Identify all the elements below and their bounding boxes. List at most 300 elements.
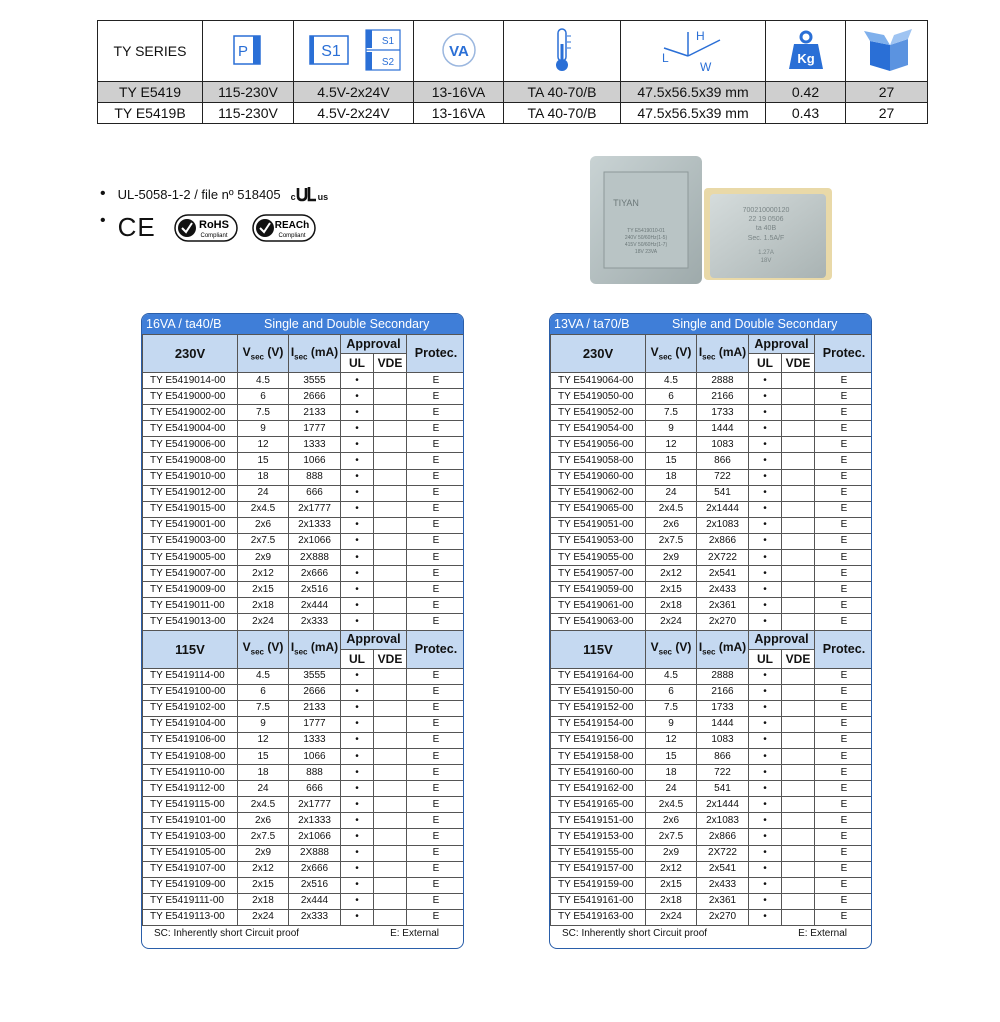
protection: E [407, 501, 465, 517]
isec-value: 2x1066 [289, 829, 341, 845]
vde-approval [782, 614, 815, 630]
vsec-value: 18 [238, 765, 289, 781]
protection: E [815, 668, 873, 684]
vsec-value: 12 [646, 732, 697, 748]
vde-approval [782, 716, 815, 732]
ul-approval: • [341, 566, 374, 582]
part-number: TY E5419160-00 [551, 765, 646, 781]
table-row [551, 700, 873, 716]
protection: E [407, 861, 465, 877]
protection: E [815, 861, 873, 877]
isec-value: 2x270 [697, 909, 749, 925]
ul-approval: • [341, 421, 374, 437]
table-row [143, 700, 465, 716]
part-number: TY E5419003-00 [143, 533, 238, 549]
table-row [143, 716, 465, 732]
protection: E [815, 684, 873, 700]
protection: E [407, 781, 465, 797]
vsec-value: 12 [238, 437, 289, 453]
svg-text:L: L [662, 50, 669, 65]
part-number: TY E5419113-00 [143, 909, 238, 925]
isec-value: 2x666 [289, 566, 341, 582]
table-row [143, 389, 465, 405]
svg-text:TIYAN: TIYAN [613, 198, 639, 208]
vde-approval [374, 748, 407, 764]
isec-value: 2X722 [697, 845, 749, 861]
protection: E [815, 582, 873, 598]
protection: E [407, 813, 465, 829]
table-row [143, 732, 465, 748]
vde-approval [782, 781, 815, 797]
table-row [143, 501, 465, 517]
group-header-row [143, 335, 465, 354]
protection: E [815, 829, 873, 845]
part-number: TY E5419056-00 [551, 437, 646, 453]
ul-approval: • [341, 485, 374, 501]
vde-approval [782, 813, 815, 829]
approval-header: Approval [749, 630, 815, 649]
vsec-value: 6 [646, 389, 697, 405]
part-number: TY E5419106-00 [143, 732, 238, 748]
isec-value: 1066 [289, 748, 341, 764]
isec-value: 2x866 [697, 829, 749, 845]
ul-approval: • [749, 732, 782, 748]
summary-cell: 47.5x56.5x39 mm [621, 82, 766, 103]
vde-approval [374, 893, 407, 909]
protection: E [815, 700, 873, 716]
isec-value: 2x333 [289, 614, 341, 630]
vsec-value: 2x4.5 [238, 501, 289, 517]
isec-value: 2x541 [697, 861, 749, 877]
approval-header: Approval [749, 335, 815, 354]
part-number: TY E5419103-00 [143, 829, 238, 845]
ul-approval: • [341, 684, 374, 700]
vde-approval [374, 485, 407, 501]
vsec-header: $V_{sec}$ (V) [238, 335, 289, 373]
part-number: TY E5419008-00 [143, 453, 238, 469]
table-row [551, 566, 873, 582]
isec-value: 2x1444 [697, 501, 749, 517]
protec-header: Protec. [407, 335, 465, 373]
svg-text:W: W [700, 59, 712, 74]
isec-value: 2888 [697, 373, 749, 389]
vsec-value: 2x18 [646, 598, 697, 614]
isec-value: 2666 [289, 684, 341, 700]
panel-title-rating: 16VA / ta40/B [146, 317, 222, 331]
isec-value: 2x516 [289, 582, 341, 598]
svg-text:18V 23VA: 18V 23VA [634, 249, 658, 255]
table-row [551, 813, 873, 829]
table-row [143, 877, 465, 893]
protection: E [815, 469, 873, 485]
protection: E [407, 877, 465, 893]
svg-text:700210000120: 700210000120 [742, 207, 790, 214]
isec-value: 722 [697, 469, 749, 485]
spec-table [142, 334, 464, 926]
ul-approval: • [341, 533, 374, 549]
protection: E [407, 700, 465, 716]
isec-header: $I_{sec}$ (mA) [289, 630, 341, 668]
vde-approval [782, 405, 815, 421]
protection: E [407, 421, 465, 437]
svg-text:P: P [237, 42, 249, 60]
svg-text:VA: VA [448, 42, 469, 60]
svg-text:ta 40B: ta 40B [755, 225, 777, 232]
isec-header: $I_{sec}$ (mA) [697, 335, 749, 373]
vsec-value: 2x4.5 [238, 797, 289, 813]
ul-header: UL [341, 354, 374, 373]
panel-footer [550, 926, 871, 939]
protection: E [815, 421, 873, 437]
summary-cell: TY E5419 [98, 82, 203, 103]
ul-approval: • [341, 781, 374, 797]
protection: E [407, 845, 465, 861]
isec-value: 2x361 [697, 598, 749, 614]
vsec-value: 15 [646, 748, 697, 764]
vsec-value: 6 [646, 684, 697, 700]
power-box-icon [203, 21, 294, 82]
part-number: TY E5419150-00 [551, 684, 646, 700]
part-number: TY E5419000-00 [143, 389, 238, 405]
ul-approval: • [749, 533, 782, 549]
isec-value: 2133 [289, 405, 341, 421]
svg-text:S1: S1 [320, 42, 341, 60]
vsec-header: $V_{sec}$ (V) [646, 630, 697, 668]
table-row [551, 550, 873, 566]
isec-value: 2x1777 [289, 501, 341, 517]
protection: E [407, 765, 465, 781]
isec-value: 2x1066 [289, 533, 341, 549]
vde-approval [782, 550, 815, 566]
vde-approval [374, 566, 407, 582]
isec-value: 2x444 [289, 893, 341, 909]
table-row [143, 533, 465, 549]
approval-header: Approval [341, 630, 407, 649]
isec-value: 2166 [697, 389, 749, 405]
svg-text:240V 50/60Hz(1-5): 240V 50/60Hz(1-5) [624, 235, 668, 241]
isec-value: 1083 [697, 732, 749, 748]
protection: E [407, 533, 465, 549]
part-number: TY E5419111-00 [143, 893, 238, 909]
table-row [143, 909, 465, 925]
part-number: TY E5419163-00 [551, 909, 646, 925]
isec-value: 2666 [289, 389, 341, 405]
ce-rohs-reach [100, 212, 316, 243]
vsec-value: 9 [646, 421, 697, 437]
vsec-value: 12 [646, 437, 697, 453]
svg-text:S2: S2 [381, 56, 394, 68]
reach-badge-icon [252, 214, 316, 242]
part-number: TY E5419065-00 [551, 501, 646, 517]
isec-value: 2166 [697, 684, 749, 700]
ul-file-text: UL-5058-1-2 / file nº 518405 [117, 186, 281, 202]
isec-value: 1777 [289, 421, 341, 437]
ul-approval: • [749, 373, 782, 389]
part-number: TY E5419159-00 [551, 877, 646, 893]
protection: E [407, 748, 465, 764]
table-row [143, 582, 465, 598]
vde-approval [374, 550, 407, 566]
part-number: TY E5419005-00 [143, 550, 238, 566]
vsec-value: 2x7.5 [238, 533, 289, 549]
table-row [551, 453, 873, 469]
series-label: TY SERIES [98, 21, 203, 82]
vsec-value: 18 [646, 765, 697, 781]
protection: E [407, 469, 465, 485]
ul-approval: • [749, 598, 782, 614]
table-row [551, 797, 873, 813]
spec-table [550, 334, 872, 926]
vde-approval [782, 437, 815, 453]
summary-cell: 27 [846, 103, 928, 124]
protection: E [407, 716, 465, 732]
vde-approval [782, 732, 815, 748]
ul-approval: • [749, 716, 782, 732]
part-number: TY E5419011-00 [143, 598, 238, 614]
part-number: TY E5419058-00 [551, 453, 646, 469]
panel-footer [142, 926, 463, 939]
vde-approval [782, 421, 815, 437]
protection: E [815, 732, 873, 748]
ul-approval: • [341, 765, 374, 781]
ul-approval: • [749, 453, 782, 469]
vsec-value: 9 [238, 421, 289, 437]
protection: E [815, 765, 873, 781]
vsec-value: 15 [238, 748, 289, 764]
vsec-value: 4.5 [646, 668, 697, 684]
vsec-value: 2x9 [646, 550, 697, 566]
vsec-value: 2x24 [238, 909, 289, 925]
part-number: TY E5419105-00 [143, 845, 238, 861]
vde-approval [782, 453, 815, 469]
isec-value: 3555 [289, 668, 341, 684]
isec-value: 2X888 [289, 845, 341, 861]
table-row [551, 748, 873, 764]
vde-header: VDE [782, 354, 815, 373]
protection: E [407, 732, 465, 748]
summary-cell: 27 [846, 82, 928, 103]
vde-approval [782, 668, 815, 684]
protection: E [815, 598, 873, 614]
ul-approval: • [341, 797, 374, 813]
ul-approval: • [341, 453, 374, 469]
summary-cell: 0.43 [766, 103, 846, 124]
panel-title-bar [550, 314, 871, 334]
vde-approval [374, 813, 407, 829]
part-number: TY E5419050-00 [551, 389, 646, 405]
vsec-value: 15 [646, 453, 697, 469]
ul-approval: • [749, 405, 782, 421]
table-row [143, 845, 465, 861]
protection: E [407, 909, 465, 925]
table-row [143, 861, 465, 877]
summary-cell: 13-16VA [414, 103, 504, 124]
panel-16va [141, 313, 464, 949]
ul-approval: • [341, 813, 374, 829]
vsec-value: 4.5 [646, 373, 697, 389]
table-row [551, 829, 873, 845]
part-number: TY E5419059-00 [551, 582, 646, 598]
isec-value: 666 [289, 485, 341, 501]
table-row [143, 517, 465, 533]
ul-approval: • [749, 797, 782, 813]
ul-approval: • [749, 501, 782, 517]
ul-approval: • [749, 861, 782, 877]
ul-approval: • [341, 829, 374, 845]
part-number: TY E5419053-00 [551, 533, 646, 549]
protection: E [407, 668, 465, 684]
vsec-value: 2x9 [238, 550, 289, 566]
svg-text:18V: 18V [760, 258, 772, 264]
vsec-value: 7.5 [646, 405, 697, 421]
part-number: TY E5419157-00 [551, 861, 646, 877]
table-row [143, 469, 465, 485]
isec-value: 2x1083 [697, 813, 749, 829]
ul-approval: • [341, 700, 374, 716]
isec-value: 541 [697, 485, 749, 501]
part-number: TY E5419158-00 [551, 748, 646, 764]
vsec-value: 2x12 [238, 566, 289, 582]
table-row [143, 566, 465, 582]
box-icon [846, 21, 928, 82]
isec-value: 1733 [697, 405, 749, 421]
vde-approval [374, 469, 407, 485]
part-number: TY E5419052-00 [551, 405, 646, 421]
vde-approval [782, 845, 815, 861]
vsec-value: 12 [238, 732, 289, 748]
panel-title-desc: Single and Double Secondary [264, 317, 430, 331]
part-number: TY E5419057-00 [551, 566, 646, 582]
vde-approval [782, 700, 815, 716]
table-row [551, 909, 873, 925]
vsec-value: 2x6 [238, 813, 289, 829]
vsec-value: 24 [238, 485, 289, 501]
part-number: TY E5419107-00 [143, 861, 238, 877]
table-row [551, 437, 873, 453]
isec-value: 2x1333 [289, 813, 341, 829]
ul-approval: • [341, 517, 374, 533]
protection: E [815, 373, 873, 389]
protection: E [407, 566, 465, 582]
table-row [143, 829, 465, 845]
vde-approval [782, 861, 815, 877]
part-number: TY E5419060-00 [551, 469, 646, 485]
part-number: TY E5419015-00 [143, 501, 238, 517]
protection: E [815, 797, 873, 813]
table-row [551, 861, 873, 877]
protection: E [407, 389, 465, 405]
table-row [143, 437, 465, 453]
isec-value: 2x541 [697, 566, 749, 582]
isec-value: 888 [289, 765, 341, 781]
ul-approval: • [749, 909, 782, 925]
ul-approval: • [341, 501, 374, 517]
protection: E [815, 614, 873, 630]
part-number: TY E5419007-00 [143, 566, 238, 582]
isec-value: 2x333 [289, 909, 341, 925]
table-row [143, 485, 465, 501]
vsec-value: 6 [238, 389, 289, 405]
protection: E [815, 813, 873, 829]
table-row [551, 533, 873, 549]
vsec-value: 2x18 [238, 598, 289, 614]
rohs-badge-icon [174, 214, 238, 242]
protection: E [815, 893, 873, 909]
protection: E [815, 716, 873, 732]
vsec-value: 2x18 [238, 893, 289, 909]
vde-approval [374, 453, 407, 469]
table-row [143, 797, 465, 813]
table-row [551, 373, 873, 389]
summary-cell: TA 40-70/B [504, 103, 621, 124]
isec-value: 2x433 [697, 582, 749, 598]
part-number: TY E5419006-00 [143, 437, 238, 453]
vde-approval [374, 437, 407, 453]
vde-approval [782, 684, 815, 700]
svg-text:REACh: REACh [274, 219, 309, 231]
isec-value: 2x866 [697, 533, 749, 549]
table-row [143, 598, 465, 614]
vde-approval [374, 421, 407, 437]
product-photo [586, 154, 840, 286]
vde-approval [782, 533, 815, 549]
vsec-value: 2x9 [646, 845, 697, 861]
summary-cell: TY E5419B [98, 103, 203, 124]
group-voltage: 230V [143, 335, 238, 373]
vsec-value: 7.5 [238, 405, 289, 421]
ul-approval: • [749, 389, 782, 405]
vsec-value: 2x6 [238, 517, 289, 533]
vde-approval [374, 501, 407, 517]
vde-approval [782, 877, 815, 893]
group-header-row [551, 630, 873, 649]
ul-approval: • [749, 781, 782, 797]
vde-approval [374, 533, 407, 549]
vsec-value: 6 [238, 684, 289, 700]
protection: E [407, 373, 465, 389]
isec-value: 2x516 [289, 877, 341, 893]
isec-value: 1083 [697, 437, 749, 453]
part-number: TY E5419108-00 [143, 748, 238, 764]
ul-approval: • [341, 893, 374, 909]
isec-header: $I_{sec}$ (mA) [697, 630, 749, 668]
group-voltage: 115V [143, 630, 238, 668]
protection: E [815, 748, 873, 764]
ul-approval: • [749, 469, 782, 485]
part-number: TY E5419154-00 [551, 716, 646, 732]
table-row [143, 781, 465, 797]
protection: E [407, 437, 465, 453]
ul-approval: • [749, 845, 782, 861]
table-row [551, 389, 873, 405]
ul-approval: • [341, 909, 374, 925]
summary-cell: 115-230V [203, 82, 294, 103]
svg-text:Compliant: Compliant [200, 232, 228, 239]
protection: E [815, 533, 873, 549]
vsec-value: 2x24 [238, 614, 289, 630]
table-row [143, 893, 465, 909]
table-row [551, 684, 873, 700]
protection: E [815, 845, 873, 861]
isec-header: $I_{sec}$ (mA) [289, 335, 341, 373]
protection: E [815, 517, 873, 533]
ce-mark-icon: CE [117, 212, 156, 242]
table-row [551, 598, 873, 614]
panel-13va [549, 313, 872, 949]
ul-approval: • [341, 373, 374, 389]
part-number: TY E5419054-00 [551, 421, 646, 437]
ul-approval: • [341, 877, 374, 893]
